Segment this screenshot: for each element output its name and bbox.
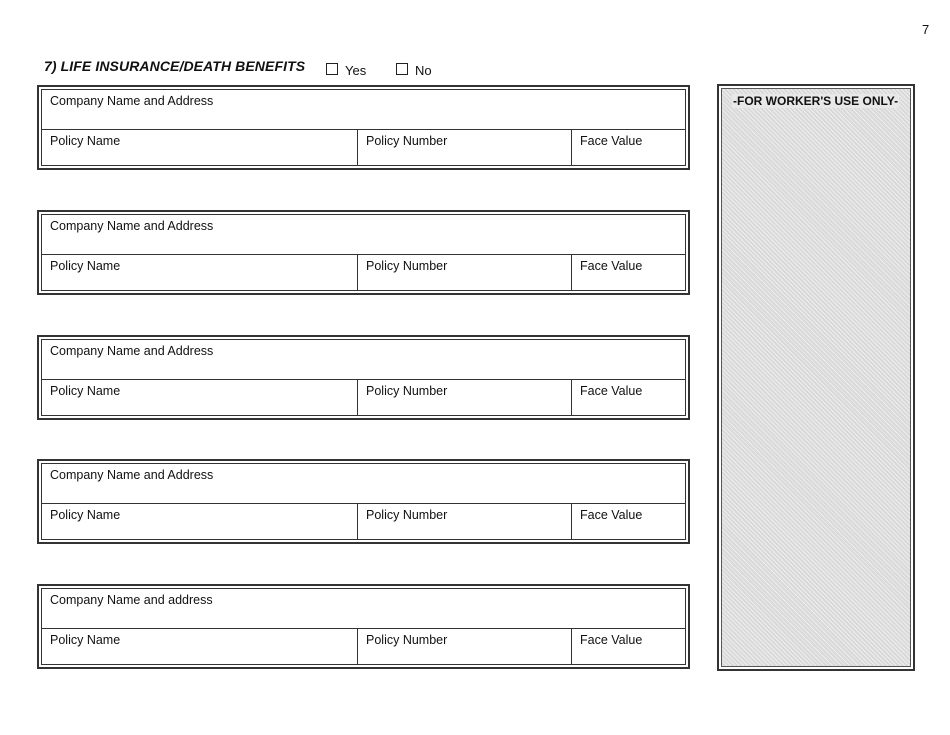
no-label: No: [415, 63, 432, 78]
policy-block-3: [37, 335, 690, 420]
policy-name-field[interactable]: [42, 255, 358, 290]
face-value-label: Face Value: [580, 134, 643, 148]
no-option[interactable]: [396, 55, 432, 78]
face-value-field[interactable]: [572, 255, 685, 290]
company-name-address-field[interactable]: [42, 215, 685, 255]
face-value-label: Face Value: [580, 259, 643, 273]
policy-name-field[interactable]: [42, 504, 358, 539]
policy-name-label: Policy Name: [50, 259, 121, 273]
policy-number-label: Policy Number: [366, 384, 448, 398]
policy-number-field[interactable]: [358, 255, 572, 290]
workers-use-only-shaded-area: [721, 88, 911, 667]
face-value-field[interactable]: [572, 380, 685, 415]
policy-number-field[interactable]: [358, 130, 572, 165]
face-value-field[interactable]: [572, 629, 685, 664]
company-name-address-field[interactable]: [42, 340, 685, 380]
face-value-label: Face Value: [580, 633, 643, 647]
workers-use-only-label: -FOR WORKER'S USE ONLY-: [733, 94, 899, 108]
face-value-field[interactable]: [572, 130, 685, 165]
policy-name-label: Policy Name: [50, 134, 121, 148]
company-name-address-label: Company Name and Address: [50, 344, 214, 358]
policy-name-label: Policy Name: [50, 384, 121, 398]
policy-name-field[interactable]: [42, 380, 358, 415]
face-value-label: Face Value: [580, 508, 643, 522]
face-value-label: Face Value: [580, 384, 643, 398]
company-name-address-label: Company Name and address: [50, 593, 213, 607]
no-checkbox[interactable]: [396, 63, 408, 75]
policy-number-label: Policy Number: [366, 134, 448, 148]
section-title: 7) LIFE INSURANCE/DEATH BENEFITS: [44, 58, 306, 74]
policy-name-field[interactable]: [42, 629, 358, 664]
yes-checkbox[interactable]: [326, 63, 338, 75]
company-name-address-label: Company Name and Address: [50, 219, 214, 233]
company-name-address-field[interactable]: [42, 90, 685, 130]
company-name-address-label: Company Name and Address: [50, 94, 214, 108]
company-name-address-label: Company Name and Address: [50, 468, 214, 482]
policy-block-2: [37, 210, 690, 295]
policy-name-field[interactable]: [42, 130, 358, 165]
policy-number-field[interactable]: [358, 504, 572, 539]
yes-option[interactable]: [326, 55, 366, 78]
face-value-field[interactable]: [572, 504, 685, 539]
company-name-address-field[interactable]: [42, 464, 685, 504]
policy-number-label: Policy Number: [366, 508, 448, 522]
section-header: [44, 54, 305, 78]
policy-name-label: Policy Name: [50, 633, 121, 647]
policy-block-1: [37, 85, 690, 170]
policy-number-field[interactable]: [358, 629, 572, 664]
workers-use-only-box: [717, 84, 915, 671]
yes-label: Yes: [345, 63, 367, 78]
policy-number-label: Policy Number: [366, 633, 448, 647]
policy-number-label: Policy Number: [366, 259, 448, 273]
company-name-address-field[interactable]: [42, 589, 685, 629]
policy-block-5: [37, 584, 690, 669]
policy-block-4: [37, 459, 690, 544]
page-number: 7: [922, 22, 930, 37]
policy-number-field[interactable]: [358, 380, 572, 415]
policy-name-label: Policy Name: [50, 508, 121, 522]
